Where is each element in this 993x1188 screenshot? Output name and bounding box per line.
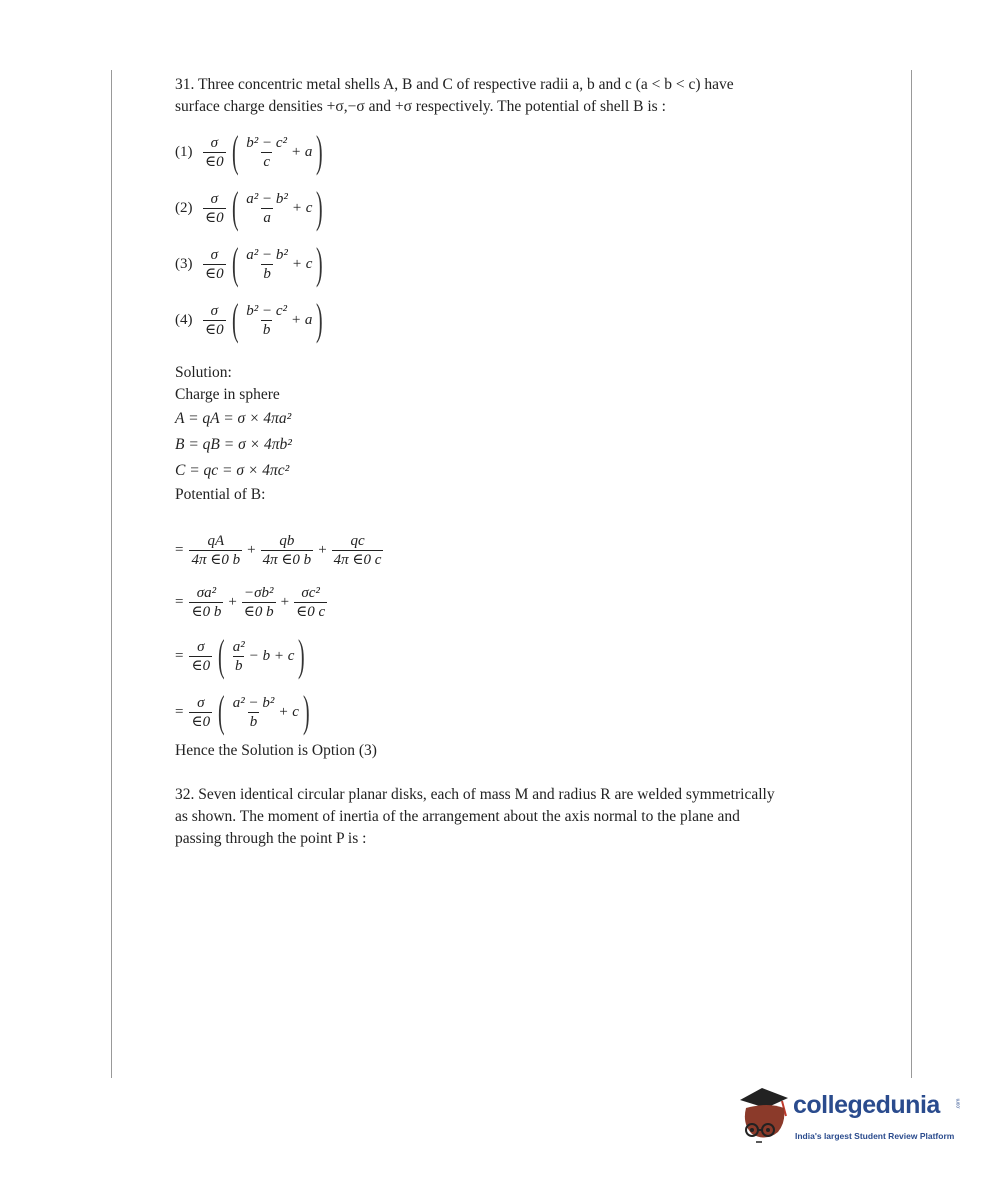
coefficient: $\frac{\sigma}{\in 0}$ [205, 134, 224, 170]
step-3: = $\frac{\sigma}{\in 0}$ ( $\frac{\text{a²}}{b}$ − b + c ) [175, 631, 306, 680]
step-4: = $\frac{\sigma}{\in 0}$ ( $\frac{\text{a² − b²}}{b}$ + c ) [175, 687, 310, 736]
term-c: $\frac{\text{σc²}}{\in 0 c}$ [296, 584, 326, 620]
charge-b: B = qB = σ × 4πb² [175, 436, 292, 453]
solution-heading: Solution: [175, 364, 232, 381]
potential-label: Potential of B: [175, 486, 266, 503]
left-margin-rule [111, 70, 112, 1078]
term-a: $\frac{\text{σa²}}{\in 0 b}$ [191, 584, 222, 620]
coefficient: $\frac{\sigma}{\in 0}$ [191, 638, 211, 674]
term-a: $\frac{qA}{4\pi \in 0 b}$ [191, 532, 241, 568]
charge-label: Charge in sphere [175, 386, 280, 403]
option-label: (1) [175, 144, 193, 160]
inner-tail: + c [291, 200, 313, 216]
inner-tail: + c [291, 256, 313, 272]
option-label: (3) [175, 256, 193, 272]
inner-fraction: $\frac{\text{b² − c²}}{b}$ [246, 302, 288, 338]
coefficient: $\frac{\sigma}{\in 0}$ [191, 694, 211, 730]
inner-tail: − b + c [248, 648, 295, 664]
option-4: (4) $\frac{\sigma}{\in 0}$ ( $\frac{\text{b² − c²}}{b}$ + a ) [175, 295, 324, 344]
term-b: $\frac{\text{−σb²}}{\in 0 b}$ [243, 584, 274, 620]
term-b: $\frac{qb}{4\pi \in 0 b}$ [262, 532, 312, 568]
right-margin-rule [911, 70, 912, 1078]
coefficient: $\frac{\sigma}{\in 0}$ [205, 302, 224, 338]
step-2: = $\frac{\text{σa²}}{\in 0 b}$ + $\frac{\text{−σb²}}{\in 0 b}$ + $\frac{\text{σc²}}{\in 0 c}$ [175, 584, 326, 620]
option-3: (3) $\frac{\sigma}{\in 0}$ ( $\frac{\text{a² − b²}}{b}$ + c ) [175, 239, 324, 288]
inner-fraction: $\frac{\text{b² − c²}}{c}$ [246, 134, 288, 170]
coefficient: $\frac{\sigma}{\in 0}$ [205, 246, 224, 282]
option-label: (2) [175, 200, 193, 216]
brand-suffix: .com [955, 1098, 962, 1110]
term-c: $\frac{qc}{4\pi \in 0 c}$ [333, 532, 382, 568]
inner-fraction: $\frac{\text{a² − b²}}{a}$ [246, 190, 288, 226]
option-label: (4) [175, 312, 193, 328]
inner-tail: + a [291, 312, 313, 328]
inner-fraction: $\frac{\text{a²}}{b}$ [232, 638, 245, 674]
brand-tagline: India's largest Student Review Platform [795, 1131, 955, 1141]
inner-tail: + c [278, 704, 299, 720]
inner-tail: + a [291, 144, 313, 160]
conclusion: Hence the Solution is Option (3) [175, 742, 377, 759]
page-content [175, 74, 865, 850]
brand-name: collegedunia [793, 1091, 940, 1119]
coefficient: $\frac{\sigma}{\in 0}$ [205, 190, 224, 226]
charge-c: C = qc = σ × 4πc² [175, 462, 290, 479]
derivation [175, 524, 865, 740]
inner-fraction: $\frac{\text{a² − b²}}{b}$ [246, 246, 288, 282]
charge-a: A = qA = σ × 4πa² [175, 410, 292, 427]
q31-text-line1: 31. Three concentric metal shells A, B and C of respective radii a, b and c (a < b < c) have [175, 76, 734, 93]
q32-line1: 32. Seven identical circular planar disks, each of mass M and radius R are welded symmetrically [175, 786, 775, 803]
q31-options [175, 124, 865, 348]
q32-line2: as shown. The moment of inertia of the arrangement about the axis normal to the plane and [175, 808, 740, 825]
option-1: (1) $\frac{\sigma}{\in 0}$ ( $\frac{\text{b² − c²}}{c}$ + a ) [175, 127, 324, 176]
q31-text-line2: surface charge densities +σ,−σ and +σ respectively. The potential of shell B is : [175, 98, 666, 115]
option-2: (2) $\frac{\sigma}{\in 0}$ ( $\frac{\text{a² − b²}}{a}$ + c ) [175, 183, 324, 232]
step-1: = $\frac{qA}{4\pi \in 0 b}$ + $\frac{qb}{4\pi \in 0 b}$ + $\frac{qc}{4\pi \in 0 c}$ [175, 532, 382, 568]
q32-block [175, 784, 865, 850]
solution-block [175, 362, 865, 506]
inner-fraction: $\frac{\text{a² − b²}}{b}$ [232, 694, 275, 730]
q32-line3: passing through the point P is : [175, 830, 367, 847]
